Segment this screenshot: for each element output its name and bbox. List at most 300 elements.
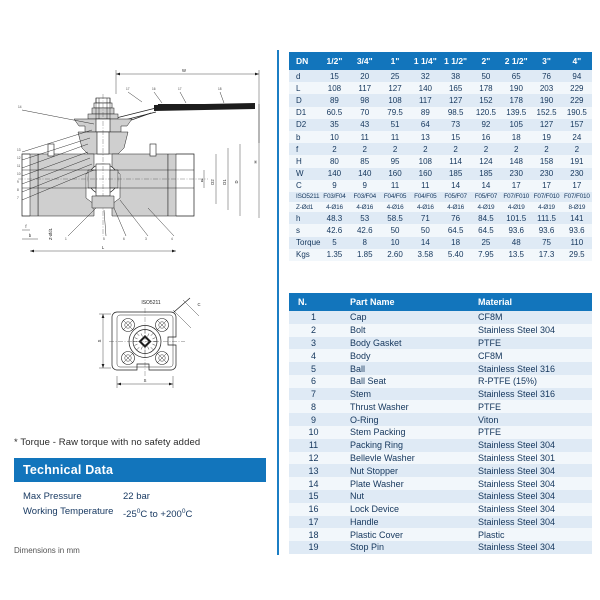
part-material: Stainless Steel 304 bbox=[470, 490, 592, 503]
dim-row-label: Kgs bbox=[289, 249, 319, 261]
dim-row-label: L bbox=[289, 82, 319, 94]
part-number: 11 bbox=[289, 439, 338, 452]
dim-cell: 2.60 bbox=[380, 249, 410, 261]
dim-row-ISO5211 bbox=[289, 192, 592, 202]
dim-header-4: 1 1/4" bbox=[410, 52, 440, 70]
dim-cell: 101.5 bbox=[501, 212, 531, 224]
part-material: Stainless Steel 316 bbox=[470, 362, 592, 375]
table-row bbox=[289, 337, 592, 350]
part-name: Stop Pin bbox=[338, 541, 470, 554]
dim-cell: 17.3 bbox=[531, 249, 561, 261]
dim-cell: 157 bbox=[562, 119, 592, 131]
dim-cell: 16 bbox=[471, 131, 501, 143]
table-row bbox=[289, 426, 592, 439]
dim-cell: 38 bbox=[440, 70, 470, 82]
part-number: 7 bbox=[289, 388, 338, 401]
dim-cell: 1.35 bbox=[319, 249, 349, 261]
part-number: 3 bbox=[289, 337, 338, 350]
dim-cell: 127 bbox=[440, 94, 470, 106]
callout-12: 12 bbox=[17, 156, 21, 160]
dim-row-label: D2 bbox=[289, 119, 319, 131]
dim-cell: 76 bbox=[440, 212, 470, 224]
dim-cell: 93.6 bbox=[531, 224, 561, 236]
dim-cell: F03/F04 bbox=[319, 192, 349, 202]
dim-cell: 14 bbox=[471, 180, 501, 192]
dim-cell: F04/F05 bbox=[380, 192, 410, 202]
part-number: 1 bbox=[289, 311, 338, 324]
table-row bbox=[289, 388, 592, 401]
label-d-outer: D bbox=[234, 180, 239, 184]
callout-10: 10 bbox=[17, 172, 21, 176]
dim-cell: F05/F07 bbox=[471, 192, 501, 202]
dim-cell: 17 bbox=[531, 180, 561, 192]
label-f: f bbox=[25, 224, 27, 229]
parts-table-header-row bbox=[289, 293, 592, 311]
part-name: Ball bbox=[338, 362, 470, 375]
dim-cell: 111.5 bbox=[531, 212, 561, 224]
dim-cell: 70 bbox=[350, 107, 380, 119]
dim-cell: 50 bbox=[471, 70, 501, 82]
technical-data-body bbox=[14, 482, 266, 530]
part-name: Stem bbox=[338, 388, 470, 401]
part-number: 15 bbox=[289, 490, 338, 503]
dimension-table-header-row bbox=[289, 52, 592, 70]
dim-cell: 2 bbox=[319, 143, 349, 155]
dim-header-7: 2 1/2" bbox=[501, 52, 531, 70]
part-material: CF8M bbox=[470, 349, 592, 362]
part-material: R-PTFE (15%) bbox=[470, 375, 592, 388]
part-number: 14 bbox=[289, 477, 338, 490]
label-w: W bbox=[182, 68, 186, 73]
dim-cell: 160 bbox=[410, 168, 440, 180]
label-z-od1: Z-Ød1 bbox=[48, 228, 53, 240]
temp-degree-1: 0 bbox=[136, 508, 141, 515]
dim-cell: 60.5 bbox=[319, 107, 349, 119]
dim-cell: 9 bbox=[319, 180, 349, 192]
part-material: Plastic bbox=[470, 528, 592, 541]
valve-cross-section-drawing bbox=[8, 58, 270, 283]
dim-cell: 80 bbox=[319, 155, 349, 167]
dim-header-3: 1" bbox=[380, 52, 410, 70]
dim-cell: 8-Ø19 bbox=[562, 202, 592, 212]
dim-cell: 120.5 bbox=[471, 107, 501, 119]
part-name: Stem Packing bbox=[338, 426, 470, 439]
dim-row-f bbox=[289, 143, 592, 155]
callout-15: 17 bbox=[178, 87, 182, 91]
dim-header-5: 1 1/2" bbox=[440, 52, 470, 70]
table-row bbox=[289, 413, 592, 426]
dim-cell: 124 bbox=[471, 155, 501, 167]
dim-cell: 50 bbox=[380, 224, 410, 236]
dim-cell: 53 bbox=[350, 212, 380, 224]
dim-cell: 152 bbox=[471, 94, 501, 106]
table-row bbox=[289, 375, 592, 388]
parts-table bbox=[289, 293, 592, 554]
dim-cell: 3.58 bbox=[410, 249, 440, 261]
dim-header-1: 1/2" bbox=[319, 52, 349, 70]
part-material: Stainless Steel 304 bbox=[470, 464, 592, 477]
dim-row-label: s bbox=[289, 224, 319, 236]
part-name: Nut bbox=[338, 490, 470, 503]
right-column bbox=[289, 0, 600, 600]
dim-cell: 11 bbox=[410, 180, 440, 192]
dim-row-H bbox=[289, 155, 592, 167]
dim-cell: F07/F010 bbox=[501, 192, 531, 202]
part-number: 12 bbox=[289, 452, 338, 465]
dim-cell: F07/F010 bbox=[531, 192, 561, 202]
dim-cell: 93.6 bbox=[562, 224, 592, 236]
part-material: PTFE bbox=[470, 400, 592, 413]
dim-row-C bbox=[289, 180, 592, 192]
dim-cell: 108 bbox=[410, 155, 440, 167]
label-s-vertical: S bbox=[97, 339, 102, 343]
dim-cell: 58.5 bbox=[380, 212, 410, 224]
part-name: Lock Device bbox=[338, 503, 470, 516]
dimension-table bbox=[289, 52, 592, 261]
part-material: PTFE bbox=[470, 426, 592, 439]
dim-row-label: f bbox=[289, 143, 319, 155]
dim-cell: 92 bbox=[471, 119, 501, 131]
part-name: Bolt bbox=[338, 324, 470, 337]
dim-cell: 117 bbox=[410, 94, 440, 106]
callout-7: 7 bbox=[17, 196, 19, 200]
dim-cell: 2 bbox=[380, 143, 410, 155]
dim-row-D2 bbox=[289, 119, 592, 131]
dim-header-8: 3" bbox=[531, 52, 561, 70]
technical-data-title: Technical Data bbox=[14, 458, 266, 482]
dim-cell: 64 bbox=[410, 119, 440, 131]
dim-cell: 42.6 bbox=[350, 224, 380, 236]
dim-cell: 95 bbox=[380, 155, 410, 167]
dim-cell: 2 bbox=[410, 143, 440, 155]
dim-cell: 108 bbox=[380, 94, 410, 106]
dim-cell: 4-Ø16 bbox=[350, 202, 380, 212]
label-h: H bbox=[253, 160, 258, 164]
label-d2: D2 bbox=[210, 179, 215, 185]
dim-cell: 140 bbox=[410, 82, 440, 94]
part-name: Body bbox=[338, 349, 470, 362]
dim-cell: 48.3 bbox=[319, 212, 349, 224]
dim-cell: 108 bbox=[319, 82, 349, 94]
dim-cell: 11 bbox=[350, 131, 380, 143]
part-name: Cap bbox=[338, 311, 470, 324]
dim-cell: F05/F07 bbox=[440, 192, 470, 202]
label-b: b bbox=[28, 233, 32, 238]
part-material: CF8M bbox=[470, 311, 592, 324]
part-name: Plate Washer bbox=[338, 477, 470, 490]
dim-cell: 11 bbox=[380, 131, 410, 143]
dim-cell: 230 bbox=[531, 168, 561, 180]
dim-row-s bbox=[289, 224, 592, 236]
parts-header-number: N. bbox=[289, 293, 338, 311]
dim-cell: 24 bbox=[562, 131, 592, 143]
dim-cell: 4-Ø16 bbox=[410, 202, 440, 212]
dim-cell: 2 bbox=[440, 143, 470, 155]
dim-row-b bbox=[289, 131, 592, 143]
dim-row-Z-Ød1 bbox=[289, 202, 592, 212]
temp-degree-2: 0 bbox=[181, 508, 186, 515]
dim-cell: 5 bbox=[319, 237, 349, 249]
table-row bbox=[289, 349, 592, 362]
dim-cell: 98 bbox=[350, 94, 380, 106]
part-material: Stainless Steel 304 bbox=[470, 541, 592, 554]
dim-cell: 13 bbox=[410, 131, 440, 143]
dim-cell: 19 bbox=[531, 131, 561, 143]
dim-cell: 2 bbox=[350, 143, 380, 155]
dim-cell: 4-Ø16 bbox=[440, 202, 470, 212]
dim-cell: 4-Ø19 bbox=[471, 202, 501, 212]
part-number: 8 bbox=[289, 400, 338, 413]
dim-row-L bbox=[289, 82, 592, 94]
callout-4: 4 bbox=[171, 237, 173, 241]
dim-cell: 32 bbox=[410, 70, 440, 82]
part-number: 10 bbox=[289, 426, 338, 439]
working-temperature-value bbox=[123, 504, 266, 522]
dim-cell: 94 bbox=[562, 70, 592, 82]
dim-cell: 2 bbox=[531, 143, 561, 155]
dim-cell: 71 bbox=[410, 212, 440, 224]
part-number: 18 bbox=[289, 528, 338, 541]
dim-row-h bbox=[289, 212, 592, 224]
callout-14: 14 bbox=[18, 105, 22, 109]
column-divider bbox=[277, 50, 279, 555]
dim-cell: 229 bbox=[562, 82, 592, 94]
dim-cell: 158 bbox=[531, 155, 561, 167]
dim-cell: 85 bbox=[350, 155, 380, 167]
dim-row-label: H bbox=[289, 155, 319, 167]
dim-row-label: b bbox=[289, 131, 319, 143]
dim-cell: 13.5 bbox=[501, 249, 531, 261]
max-pressure-row bbox=[23, 489, 266, 504]
dim-cell: 64.5 bbox=[471, 224, 501, 236]
dim-cell: 178 bbox=[501, 94, 531, 106]
part-number: 2 bbox=[289, 324, 338, 337]
dim-cell: 178 bbox=[471, 82, 501, 94]
iso5211-title: ISO5211 bbox=[141, 300, 161, 306]
part-material: Stainless Steel 304 bbox=[470, 503, 592, 516]
dim-cell: 93.6 bbox=[501, 224, 531, 236]
dim-cell: 140 bbox=[319, 168, 349, 180]
dim-cell: 4-Ø16 bbox=[319, 202, 349, 212]
dim-cell: 15 bbox=[440, 131, 470, 143]
dim-row-label: D1 bbox=[289, 107, 319, 119]
label-s-horizontal: S bbox=[143, 378, 147, 383]
label-d: d bbox=[200, 178, 204, 183]
dim-cell: 190 bbox=[531, 94, 561, 106]
dim-cell: 65 bbox=[501, 70, 531, 82]
parts-header-material: Material bbox=[470, 293, 592, 311]
table-row bbox=[289, 477, 592, 490]
part-material: Stainless Steel 304 bbox=[470, 324, 592, 337]
dim-row-label: ISO5211 bbox=[289, 192, 319, 202]
dim-cell: 148 bbox=[501, 155, 531, 167]
callout-18: 18 bbox=[218, 87, 222, 91]
dim-row-Kgs bbox=[289, 249, 592, 261]
label-c: C bbox=[197, 302, 201, 307]
part-name: Bellevle Washer bbox=[338, 452, 470, 465]
dim-cell: 89 bbox=[410, 107, 440, 119]
table-row bbox=[289, 362, 592, 375]
callout-6: 6 bbox=[123, 237, 125, 241]
part-material: Stainless Steel 304 bbox=[470, 516, 592, 529]
callout-8: 8 bbox=[17, 188, 19, 192]
dim-cell: 141 bbox=[562, 212, 592, 224]
part-name: Handle bbox=[338, 516, 470, 529]
dim-row-label: h bbox=[289, 212, 319, 224]
part-number: 16 bbox=[289, 503, 338, 516]
dim-cell: 73 bbox=[440, 119, 470, 131]
dim-cell: 140 bbox=[350, 168, 380, 180]
part-number: 6 bbox=[289, 375, 338, 388]
dim-cell: 7.95 bbox=[471, 249, 501, 261]
temp-prefix: -25 bbox=[123, 509, 137, 521]
dim-cell: 185 bbox=[471, 168, 501, 180]
max-pressure-label: Max Pressure bbox=[23, 491, 82, 502]
dimension-table-body bbox=[289, 70, 592, 261]
dim-cell: 4-Ø19 bbox=[531, 202, 561, 212]
part-name: Body Gasket bbox=[338, 337, 470, 350]
max-pressure-value: 22 bar bbox=[123, 491, 150, 502]
part-number: 19 bbox=[289, 541, 338, 554]
parts-table-body bbox=[289, 311, 592, 554]
dim-cell: 50 bbox=[410, 224, 440, 236]
callout-16: 16 bbox=[152, 87, 156, 91]
part-number: 5 bbox=[289, 362, 338, 375]
dim-cell: 2 bbox=[471, 143, 501, 155]
dim-cell: 190 bbox=[501, 82, 531, 94]
dim-cell: 25 bbox=[471, 237, 501, 249]
dim-cell: 89 bbox=[319, 94, 349, 106]
parts-header-part-name: Part Name bbox=[338, 293, 470, 311]
dim-cell: 64.5 bbox=[440, 224, 470, 236]
part-material: Stainless Steel 304 bbox=[470, 477, 592, 490]
dim-cell: 230 bbox=[501, 168, 531, 180]
dim-cell: 152.5 bbox=[531, 107, 561, 119]
dim-cell: 5.40 bbox=[440, 249, 470, 261]
table-row bbox=[289, 439, 592, 452]
dim-cell: 190.5 bbox=[562, 107, 592, 119]
part-material: Stainless Steel 301 bbox=[470, 452, 592, 465]
part-material: Stainless Steel 304 bbox=[470, 439, 592, 452]
dim-cell: 75 bbox=[531, 237, 561, 249]
callout-3: 3 bbox=[145, 237, 147, 241]
table-row bbox=[289, 541, 592, 554]
working-temperature-label: Working Temperature bbox=[23, 506, 114, 517]
dim-row-label: W bbox=[289, 168, 319, 180]
table-row bbox=[289, 452, 592, 465]
dim-cell: 230 bbox=[562, 168, 592, 180]
part-material: PTFE bbox=[470, 337, 592, 350]
dim-cell: 2 bbox=[501, 143, 531, 155]
part-material: Viton bbox=[470, 413, 592, 426]
table-row bbox=[289, 324, 592, 337]
dim-cell: 98.5 bbox=[440, 107, 470, 119]
part-number: 4 bbox=[289, 349, 338, 362]
dim-cell: 127 bbox=[380, 82, 410, 94]
dim-cell: 17 bbox=[501, 180, 531, 192]
dim-cell: 229 bbox=[562, 94, 592, 106]
part-name: Thrust Washer bbox=[338, 400, 470, 413]
dim-row-Torque bbox=[289, 237, 592, 249]
dim-row-label: D bbox=[289, 94, 319, 106]
label-d1: D1 bbox=[222, 179, 227, 185]
dim-row-label: d bbox=[289, 70, 319, 82]
callout-11: 11 bbox=[17, 164, 21, 168]
part-name: Packing Ring bbox=[338, 439, 470, 452]
part-name: Nut Stopper bbox=[338, 464, 470, 477]
dim-cell: F07/F010 bbox=[562, 192, 592, 202]
iso5211-mounting-pad-drawing bbox=[95, 296, 225, 401]
dim-cell: 203 bbox=[531, 82, 561, 94]
dim-cell: 43 bbox=[350, 119, 380, 131]
dim-cell: 105 bbox=[501, 119, 531, 131]
part-name: O-Ring bbox=[338, 413, 470, 426]
dim-cell: 20 bbox=[350, 70, 380, 82]
table-row bbox=[289, 400, 592, 413]
dim-row-D1 bbox=[289, 107, 592, 119]
dim-cell: 35 bbox=[319, 119, 349, 131]
callout-1: 1 bbox=[65, 237, 67, 241]
dim-cell: 2 bbox=[562, 143, 592, 155]
dim-header-2: 3/4" bbox=[350, 52, 380, 70]
dim-header-9: 4" bbox=[562, 52, 592, 70]
temp-mid: C to +200 bbox=[140, 509, 182, 521]
dim-cell: 160 bbox=[380, 168, 410, 180]
part-number: 9 bbox=[289, 413, 338, 426]
table-row bbox=[289, 464, 592, 477]
label-l: L bbox=[101, 245, 105, 250]
dim-cell: 11 bbox=[380, 180, 410, 192]
dim-cell: 1.85 bbox=[350, 249, 380, 261]
dim-cell: 10 bbox=[380, 237, 410, 249]
dim-row-label: Z-Ød1 bbox=[289, 202, 319, 212]
dim-cell: 79.5 bbox=[380, 107, 410, 119]
dim-row-D bbox=[289, 94, 592, 106]
part-number: 13 bbox=[289, 464, 338, 477]
callout-5: 5 bbox=[103, 237, 105, 241]
dim-cell: 117 bbox=[350, 82, 380, 94]
dim-cell: 110 bbox=[562, 237, 592, 249]
dim-cell: 165 bbox=[440, 82, 470, 94]
dim-cell: 4-Ø16 bbox=[380, 202, 410, 212]
dim-row-label: C bbox=[289, 180, 319, 192]
callout-9: 9 bbox=[17, 180, 19, 184]
technical-data-box bbox=[14, 458, 266, 530]
dim-cell: 25 bbox=[380, 70, 410, 82]
table-row bbox=[289, 528, 592, 541]
dim-row-d bbox=[289, 70, 592, 82]
dim-cell: 84.5 bbox=[471, 212, 501, 224]
working-temperature-row bbox=[23, 504, 266, 522]
part-material: Stainless Steel 316 bbox=[470, 388, 592, 401]
dim-cell: 4-Ø19 bbox=[501, 202, 531, 212]
dim-cell: 114 bbox=[440, 155, 470, 167]
part-name: Ball Seat bbox=[338, 375, 470, 388]
dim-cell: F03/F04 bbox=[350, 192, 380, 202]
dim-header-6: 2" bbox=[471, 52, 501, 70]
dim-cell: 17 bbox=[562, 180, 592, 192]
dim-cell: 139.5 bbox=[501, 107, 531, 119]
dim-cell: 185 bbox=[440, 168, 470, 180]
dim-header-0: DN bbox=[289, 52, 319, 70]
left-column bbox=[0, 0, 277, 600]
dim-cell: 127 bbox=[531, 119, 561, 131]
dim-cell: 10 bbox=[319, 131, 349, 143]
dimensions-note: Dimensions in mm bbox=[14, 546, 80, 555]
temp-suffix: C bbox=[185, 509, 193, 521]
dim-cell: 14 bbox=[440, 180, 470, 192]
dim-cell: 18 bbox=[440, 237, 470, 249]
